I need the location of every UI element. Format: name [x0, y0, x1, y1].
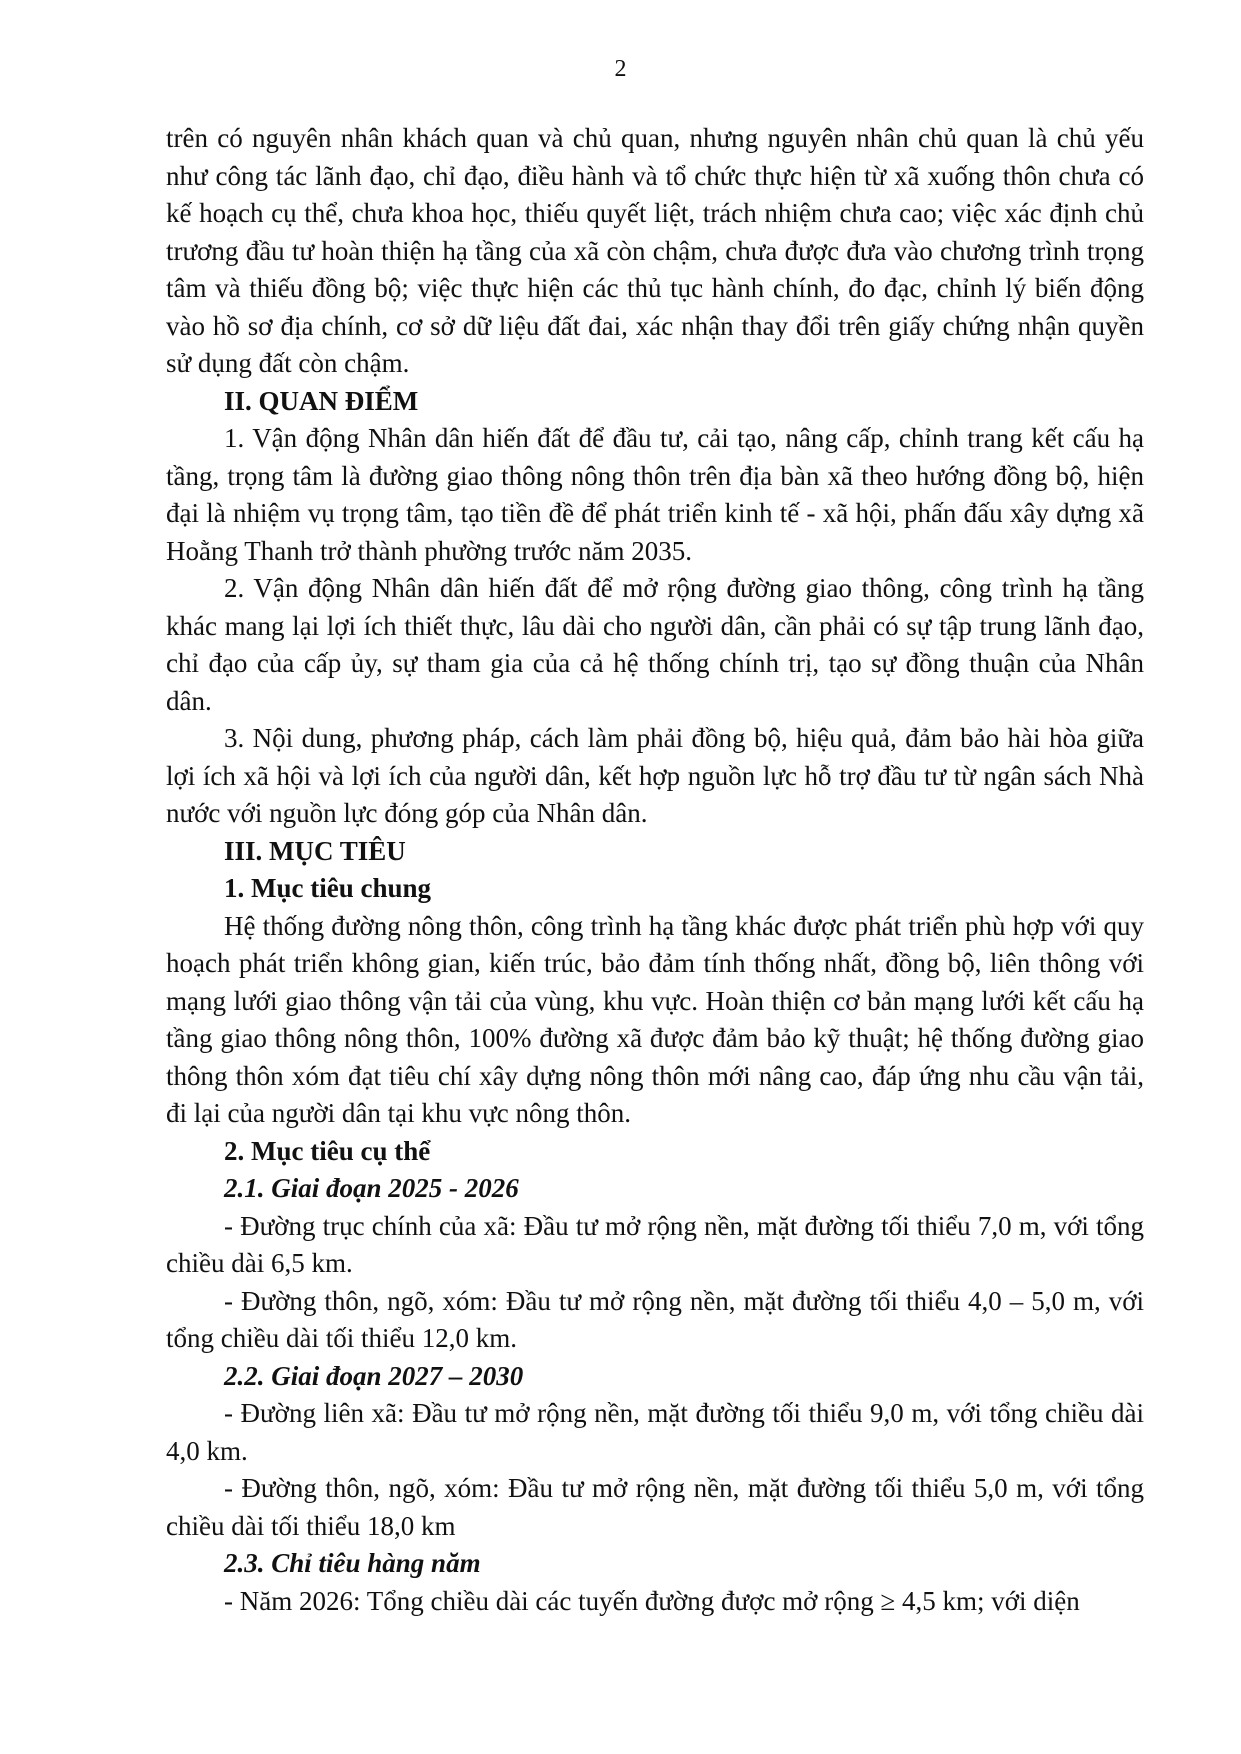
paragraph-causes: trên có nguyên nhân khách quan và chủ quan, nhưng nguyên nhân chủ quan là chủ yếu như công tác lãnh đạo, chỉ đạo, điều hành và tổ chức thực hiện từ xã xuống thôn chưa có kế hoạch cụ thể, chưa khoa học, thiếu quyết liệt, trách nhiệm chưa cao; việc xác định chủ trương đầu tư hoàn thiện hạ tầng của xã còn chậm, chưa được đưa vào chương trình trọng tâm và thiếu đồng bộ; việc thực hiện các thủ tục hành chính, đo đạc, chỉnh lý biến động vào hồ sơ địa chính, cơ sở dữ liệu đất đai, xác nhận thay đổi trên giấy chứng nhận quyền sử dụng đất còn chậm.	[166, 123, 1144, 378]
heading-annual-targets: 2.3. Chỉ tiêu hàng năm	[224, 1548, 481, 1578]
paragraph-viewpoint-1: 1. Vận động Nhân dân hiến đất để đầu tư, cải tạo, nâng cấp, chỉnh trang kết cấu hạ tầng, trọng tâm là đường giao thông nông thôn trên địa bàn xã theo hướng đồng bộ, hiện đại là nhiệm vụ trọng tâm, tạo tiền đề để phát triển kinh tế - xã hội, phấn đấu xây dựng xã Hoằng Thanh trở thành phường trước năm 2035.	[166, 423, 1144, 566]
heading-phase-2027-2030: 2.2. Giai đoạn 2027 – 2030	[224, 1360, 524, 1391]
paragraph-inter-commune-road: - Đường liên xã: Đầu tư mở rộng nền, mặt đường tối thiểu 9,0 m, với tổng chiều dài 4,0 km.	[166, 1398, 1144, 1466]
page-number: 2	[614, 56, 627, 82]
heading-muc-tieu-chung: 1. Mục tiêu chung	[224, 873, 432, 903]
heading-muc-tieu-cu-the: 2. Mục tiêu cụ thể	[224, 1135, 431, 1166]
paragraph-year-2026: - Năm 2026: Tổng chiều dài các tuyến đường được mở rộng ≥ 4,5 km; với diện	[224, 1585, 1080, 1616]
heading-muc-tieu: III. MỤC TIÊU	[224, 835, 406, 866]
paragraph-main-road: - Đường trục chính của xã: Đầu tư mở rộng nền, mặt đường tối thiểu 7,0 m, với tổng chiều dài 6,5 km.	[166, 1210, 1144, 1278]
heading-phase-2025-2026: 2.1. Giai đoạn 2025 - 2026	[224, 1173, 519, 1203]
paragraph-general-objective: Hệ thống đường nông thôn, công trình hạ tầng khác được phát triển phù hợp với quy hoạch phát triển không gian, kiến trúc, bảo đảm tính thống nhất, đồng bộ, liên thông với mạng lưới giao thông vận tải của vùng, khu vực. Hoàn thiện cơ bản mạng lưới kết cấu hạ tầng giao thông nông thôn, 100% đường xã được đảm bảo kỹ thuật; hệ thống đường giao thông thôn xóm đạt tiêu chí xây dựng nông thôn mới nâng cao, đáp ứng nhu cầu vận tải, đi lại của người dân tại khu vực nông thôn.	[166, 910, 1144, 1128]
paragraph-village-road-2: - Đường thôn, ngõ, xóm: Đầu tư mở rộng nền, mặt đường tối thiểu 5,0 m, với tổng chiều dài tối thiểu 18,0 km	[166, 1473, 1144, 1541]
document-body	[166, 120, 1144, 1620]
paragraph-viewpoint-3: 3. Nội dung, phương pháp, cách làm phải đồng bộ, hiệu quả, đảm bảo hài hòa giữa lợi ích xã hội và lợi ích của người dân, kết hợp nguồn lực hỗ trợ đầu tư từ ngân sách Nhà nước với nguồn lực đóng góp của Nhân dân.	[166, 723, 1144, 828]
heading-quan-diem: II. QUAN ĐIỂM	[224, 385, 419, 416]
paragraph-village-road-1: - Đường thôn, ngõ, xóm: Đầu tư mở rộng nền, mặt đường tối thiểu 4,0 – 5,0 m, với tổng chiều dài tối thiểu 12,0 km.	[166, 1285, 1144, 1353]
paragraph-viewpoint-2: 2. Vận động Nhân dân hiến đất để mở rộng đường giao thông, công trình hạ tầng khác mang lại lợi ích thiết thực, lâu dài cho người dân, cần phải có sự tập trung lãnh đạo, chỉ đạo của cấp ủy, sự tham gia của cả hệ thống chính trị, tạo sự đồng thuận của Nhân dân.	[166, 573, 1144, 716]
